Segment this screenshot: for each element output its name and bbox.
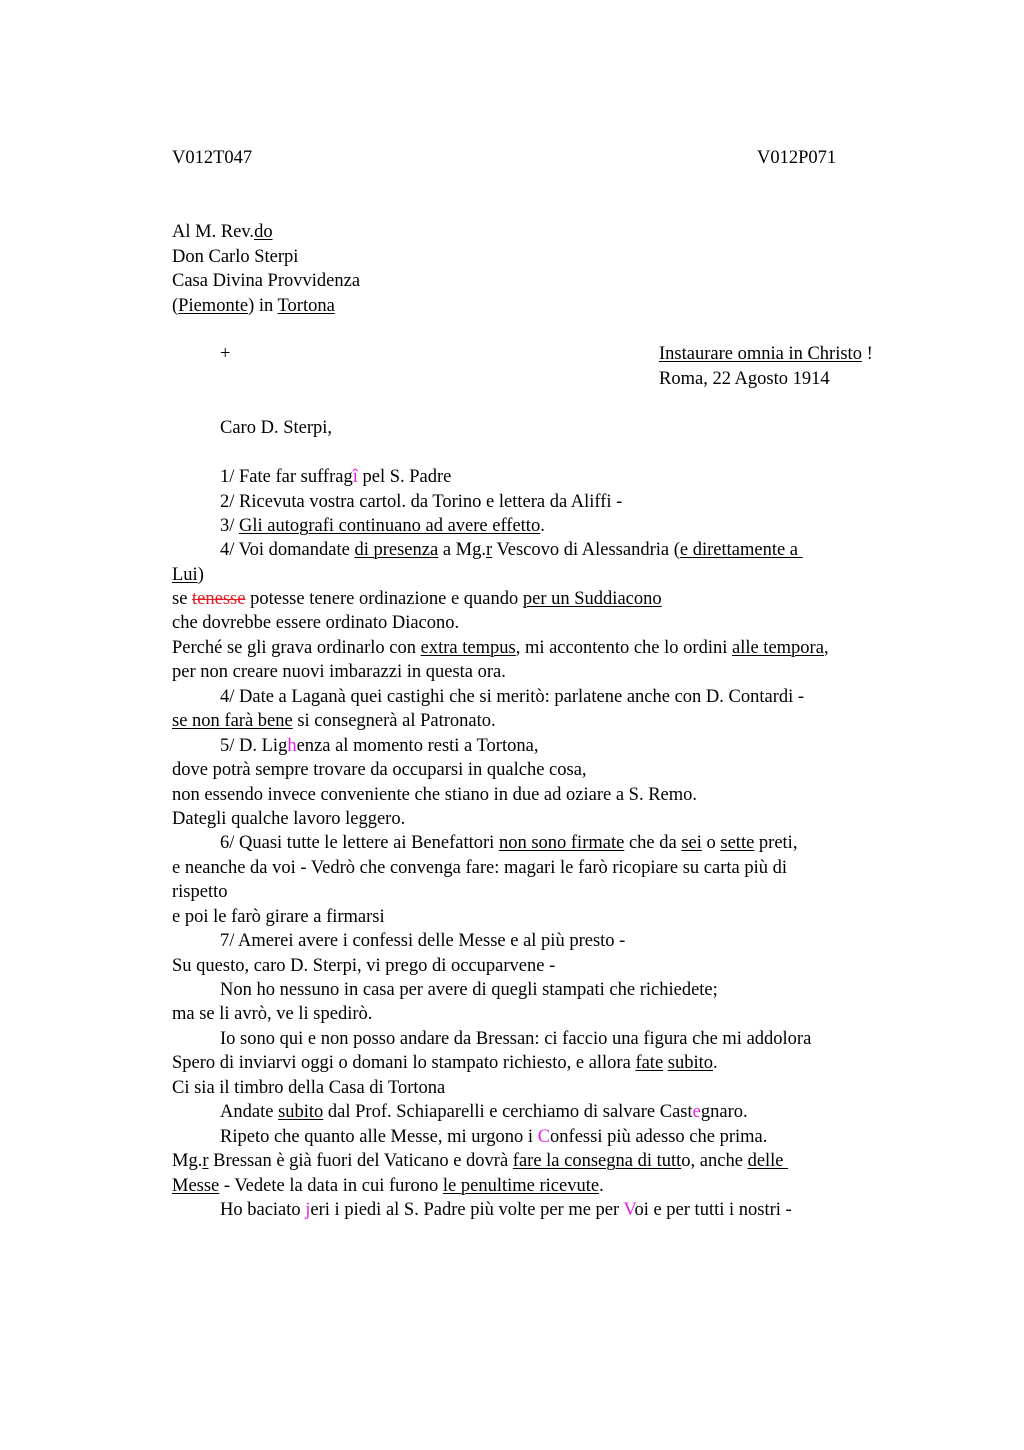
address-line-4 <box>172 294 335 318</box>
text-run: 6/ Quasi tutte le lettere ai Benefattori <box>220 833 499 853</box>
text-run: pel S. Padre <box>357 467 452 487</box>
text-run: , mi accontento che lo ordini <box>515 638 732 658</box>
underlined-text: Lui <box>172 565 198 585</box>
underlined-text: delle <box>747 1151 789 1171</box>
text-run: Spero di inviarvi oggi o domani lo stampato richiesto, e allora <box>172 1053 636 1073</box>
underlined-text: subito <box>667 1053 714 1073</box>
body-line-25 <box>172 1051 718 1075</box>
body-line-13: dove potrà sempre trovare da occuparsi in qualche cosa, <box>172 760 587 780</box>
document-code-left: V012T047 <box>172 148 253 168</box>
place-date: Roma, 22 Agosto 1914 <box>659 369 830 389</box>
text-run: . <box>540 516 545 536</box>
body-line-3 <box>220 514 545 538</box>
body-line-19: e poi le farò girare a firmarsi <box>172 907 385 927</box>
body-line-17: e neanche da voi - Vedrò che convenga fare: magari le farò ricopiare su carta più di <box>172 858 787 878</box>
text-run: eri i piedi al S. Padre più volte per me per <box>310 1200 624 1220</box>
underlined-text: r <box>486 540 493 560</box>
text-run: Andate <box>220 1102 279 1122</box>
salutation: Caro D. Sterpi, <box>220 418 333 438</box>
underlined-text: Messe <box>172 1176 220 1196</box>
text-run: Mg. <box>172 1151 203 1171</box>
body-line-2: 2/ Ricevuta vostra cartol. da Torino e lettera da Aliffi - <box>220 492 623 512</box>
text-run: enza al momento resti a Tortona, <box>296 736 539 756</box>
body-line-9: per non creare nuovi imbarazzi in questa ora. <box>172 662 506 682</box>
cross-mark: + <box>220 344 231 364</box>
deleted-text: tenesse <box>192 589 246 609</box>
region-name: Piemonte <box>178 296 249 316</box>
text-run: o <box>701 833 721 853</box>
text-run: Perché se gli grava ordinarlo con <box>172 638 421 658</box>
body-line-14: non essendo invece conveniente che stiano in due ad oziare a S. Remo. <box>172 785 698 805</box>
body-line-20: 7/ Amerei avere i confessi delle Messe e al più presto - <box>220 931 626 951</box>
highlighted-char: h <box>287 736 297 756</box>
text-run: gnaro. <box>700 1102 748 1122</box>
body-line-29 <box>172 1149 788 1173</box>
address-line-2: Don Carlo Sterpi <box>172 247 299 267</box>
text-run: 5/ D. Lig <box>220 736 288 756</box>
body-line-8 <box>172 636 829 660</box>
text-run: Bressan è già fuori del Vaticano e dovrà <box>208 1151 513 1171</box>
body-line-21: Su questo, caro D. Sterpi, vi prego di occuparvene - <box>172 956 556 976</box>
underlined-text: r <box>202 1151 209 1171</box>
body-line-6 <box>172 587 662 611</box>
body-line-7: che dovrebbe essere ordinato Diacono. <box>172 613 460 633</box>
text-run: o, anche <box>681 1151 748 1171</box>
body-line-26: Ci sia il timbro della Casa di Tortona <box>172 1078 446 1098</box>
text-run: che da <box>624 833 682 853</box>
motto-text: Instaurare omnia in Christo <box>659 344 862 364</box>
body-line-4 <box>220 538 803 562</box>
city-name: Tortona <box>277 296 335 316</box>
highlighted-char: V <box>623 1200 635 1220</box>
body-line-5 <box>172 563 204 587</box>
underlined-text: se non farà bene <box>172 711 293 731</box>
body-line-22: Non ho nessuno in casa per avere di quegli stampati che richiedete; <box>220 980 718 1000</box>
body-line-10: 4/ Date a Laganà quei castighi che si meritò: parlatene anche con D. Contardi - <box>220 687 805 707</box>
underlined-text: le penultime ricevute <box>442 1176 600 1196</box>
underlined-text: non sono firmate <box>498 833 625 853</box>
body-line-11 <box>172 709 496 733</box>
underlined-text: subito <box>278 1102 324 1122</box>
underlined-text: extra tempus <box>420 638 516 658</box>
underlined-text: per un Suddiacono <box>522 589 662 609</box>
body-line-1 <box>220 465 451 489</box>
text-run: onfessi più adesso che prima. <box>550 1127 768 1147</box>
document-code-right: V012P071 <box>757 148 837 168</box>
address-title: Al M. Rev. <box>172 222 255 242</box>
body-line-18: rispetto <box>172 882 228 902</box>
paren-open: ( <box>172 296 179 316</box>
underlined-text: alle tempora <box>731 638 824 658</box>
text-run: Vescovo di Alessandria ( <box>492 540 680 560</box>
text-run: oi e per tutti i nostri - <box>634 1200 792 1220</box>
body-line-23: ma se li avrò, ve li spedirò. <box>172 1004 373 1024</box>
text-run: 4/ Voi domandate <box>220 540 355 560</box>
body-line-15: Dategli qualche lavoro leggero. <box>172 809 406 829</box>
highlighted-char: j <box>305 1200 311 1220</box>
text-run: a Mg. <box>438 540 486 560</box>
highlighted-char: e <box>692 1102 701 1122</box>
body-line-27 <box>220 1100 748 1124</box>
text-run: 3/ <box>220 516 240 536</box>
text-run: potesse tenere ordinazione e quando <box>245 589 523 609</box>
text-run: si consegnerà al Patronato. <box>292 711 496 731</box>
underlined-text: sei <box>681 833 702 853</box>
body-line-12 <box>220 734 538 758</box>
text-run: - Vedete la data in cui furono <box>219 1176 443 1196</box>
body-line-31 <box>220 1198 792 1222</box>
text-run: Ripeto che quanto alle Messe, mi urgono i <box>220 1127 538 1147</box>
highlighted-char: C <box>537 1127 551 1147</box>
underlined-text: e direttamente a <box>679 540 803 560</box>
motto <box>659 342 873 366</box>
text-run: se <box>172 589 193 609</box>
body-line-28 <box>220 1125 767 1149</box>
text-run: 1/ Fate far suffrag <box>220 467 353 487</box>
underlined-text: di presenza <box>354 540 439 560</box>
motto-end: ! <box>861 344 873 364</box>
underlined-text: Gli autografi continuano ad avere effetto <box>239 516 541 536</box>
text-run: preti, <box>754 833 798 853</box>
address-title-suffix: do <box>254 222 273 242</box>
body-line-30 <box>172 1174 604 1198</box>
text-run: Ho baciato <box>220 1200 306 1220</box>
text-run: ) <box>197 565 204 585</box>
text-run: dal Prof. Schiaparelli e cerchiamo di salvare Cast <box>323 1102 693 1122</box>
address-joiner: ) in <box>248 296 278 316</box>
text-run: . <box>713 1053 718 1073</box>
underlined-text: fate <box>635 1053 664 1073</box>
underlined-text: fare la consegna di tutt <box>512 1151 682 1171</box>
text-run: . <box>599 1176 604 1196</box>
body-line-24: Io sono qui e non posso andare da Bressan: ci faccio una figura che mi addolora <box>220 1029 812 1049</box>
address-line-1 <box>172 220 273 244</box>
text-run: , <box>823 638 829 658</box>
underlined-text: sette <box>720 833 755 853</box>
highlighted-char: î <box>352 467 358 487</box>
body-line-16 <box>220 831 797 855</box>
address-line-3: Casa Divina Provvidenza <box>172 271 361 291</box>
